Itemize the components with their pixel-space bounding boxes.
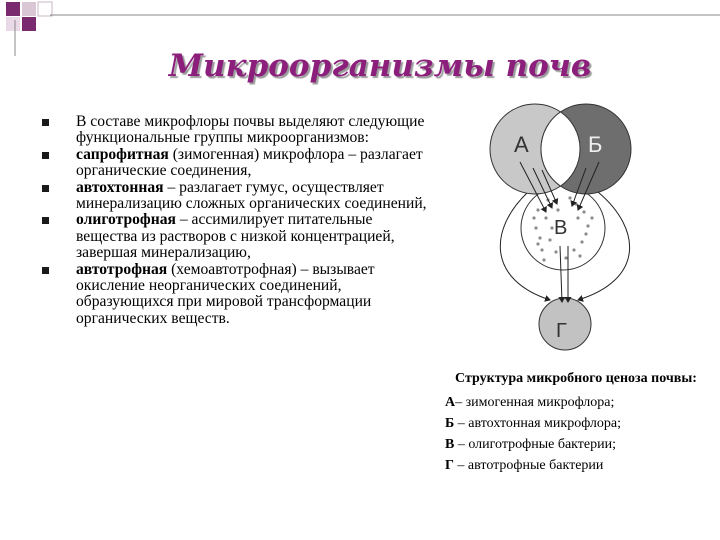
caption-key: В	[445, 437, 455, 452]
decor-square	[38, 2, 52, 16]
bacteria-dot	[578, 254, 581, 257]
bullet-marker	[42, 185, 49, 192]
caption-line	[445, 455, 707, 476]
caption-line	[445, 434, 707, 455]
label-b: Б	[588, 132, 603, 157]
bacteria-dot	[536, 242, 539, 245]
bullet-text: (зимогенная) микрофлора – разлагает органические соединения,	[76, 145, 423, 180]
bullet-term: сапрофитная	[76, 145, 169, 163]
decor-square	[22, 17, 36, 31]
bacteria-dot	[586, 224, 589, 227]
caption-line	[445, 392, 707, 413]
caption-text: – олиготрофные бактерии;	[454, 437, 616, 452]
slide-title: Микроорганизмы почв	[168, 48, 592, 84]
bullet-item	[42, 114, 432, 147]
bacteria-dot	[574, 202, 577, 205]
bacteria-dot	[554, 250, 557, 253]
bacteria-dot	[536, 208, 539, 211]
bullet-item	[42, 262, 432, 328]
bacteria-dot	[576, 216, 579, 219]
bullet-list	[42, 114, 432, 327]
caption-key: Г	[445, 458, 454, 473]
diagram-caption	[445, 370, 707, 476]
caption-title: Структура микробного ценоза почвы:	[455, 371, 697, 386]
caption-text: – автохтонная микрофлора;	[454, 416, 622, 431]
bacteria-dot	[540, 248, 543, 251]
bacteria-dot	[544, 216, 547, 219]
caption-text: – зимогенная микрофлора;	[455, 395, 615, 410]
label-g: Г	[556, 320, 567, 342]
bullet-text: – разлагает гумус, осуществляет минерализацию сложных органических соединений,	[76, 178, 427, 213]
bullet-marker	[42, 152, 49, 159]
bacteria-dot	[564, 256, 567, 259]
bullet-item	[42, 212, 432, 261]
bacteria-dot	[532, 216, 535, 219]
bacteria-dot	[584, 232, 587, 235]
bacteria-dot	[590, 216, 593, 219]
decor-square	[22, 2, 36, 16]
decor-square	[6, 17, 20, 31]
bullet-marker	[42, 119, 49, 126]
bacteria-dot	[568, 196, 571, 199]
decor-square	[6, 2, 20, 16]
label-a: А	[514, 132, 529, 157]
bacteria-dot	[572, 248, 575, 251]
bacteria-dot	[542, 258, 545, 261]
bacteria-dot	[534, 226, 537, 229]
caption-key: А	[445, 395, 456, 410]
bullet-term: автохтонная	[76, 178, 164, 196]
bullet-text: (хемоавтотрофная) – вызывает окисление неорганических соединений, образующихся при мировой трансформации органических веществ.	[76, 260, 375, 327]
microbial-cenosis-diagram	[478, 100, 653, 365]
caption-line	[445, 413, 707, 434]
bullet-item	[42, 147, 432, 180]
bullet-item	[42, 180, 432, 213]
bullet-marker	[42, 267, 49, 274]
bacteria-dot	[582, 210, 585, 213]
bullet-term: автотрофная	[76, 260, 168, 278]
bullet-term: олиготрофная	[76, 211, 176, 229]
bullet-marker	[42, 217, 49, 224]
bacteria-dot	[538, 236, 541, 239]
bacteria-dot	[580, 240, 583, 243]
caption-key: Б	[445, 416, 455, 431]
label-v: В	[554, 217, 568, 239]
caption-text: – автотрофные бактерии	[453, 458, 604, 473]
bullet-text: В составе микрофлоры почвы выделяют следующие функциональные группы микроорганизмов:	[76, 113, 425, 147]
bacteria-dot	[548, 238, 551, 241]
bacteria-dot	[556, 208, 559, 211]
bullet-text: – ассимилирует питательные вещества из растворов с низкой концентрацией, завершая минерализацию,	[76, 211, 395, 262]
